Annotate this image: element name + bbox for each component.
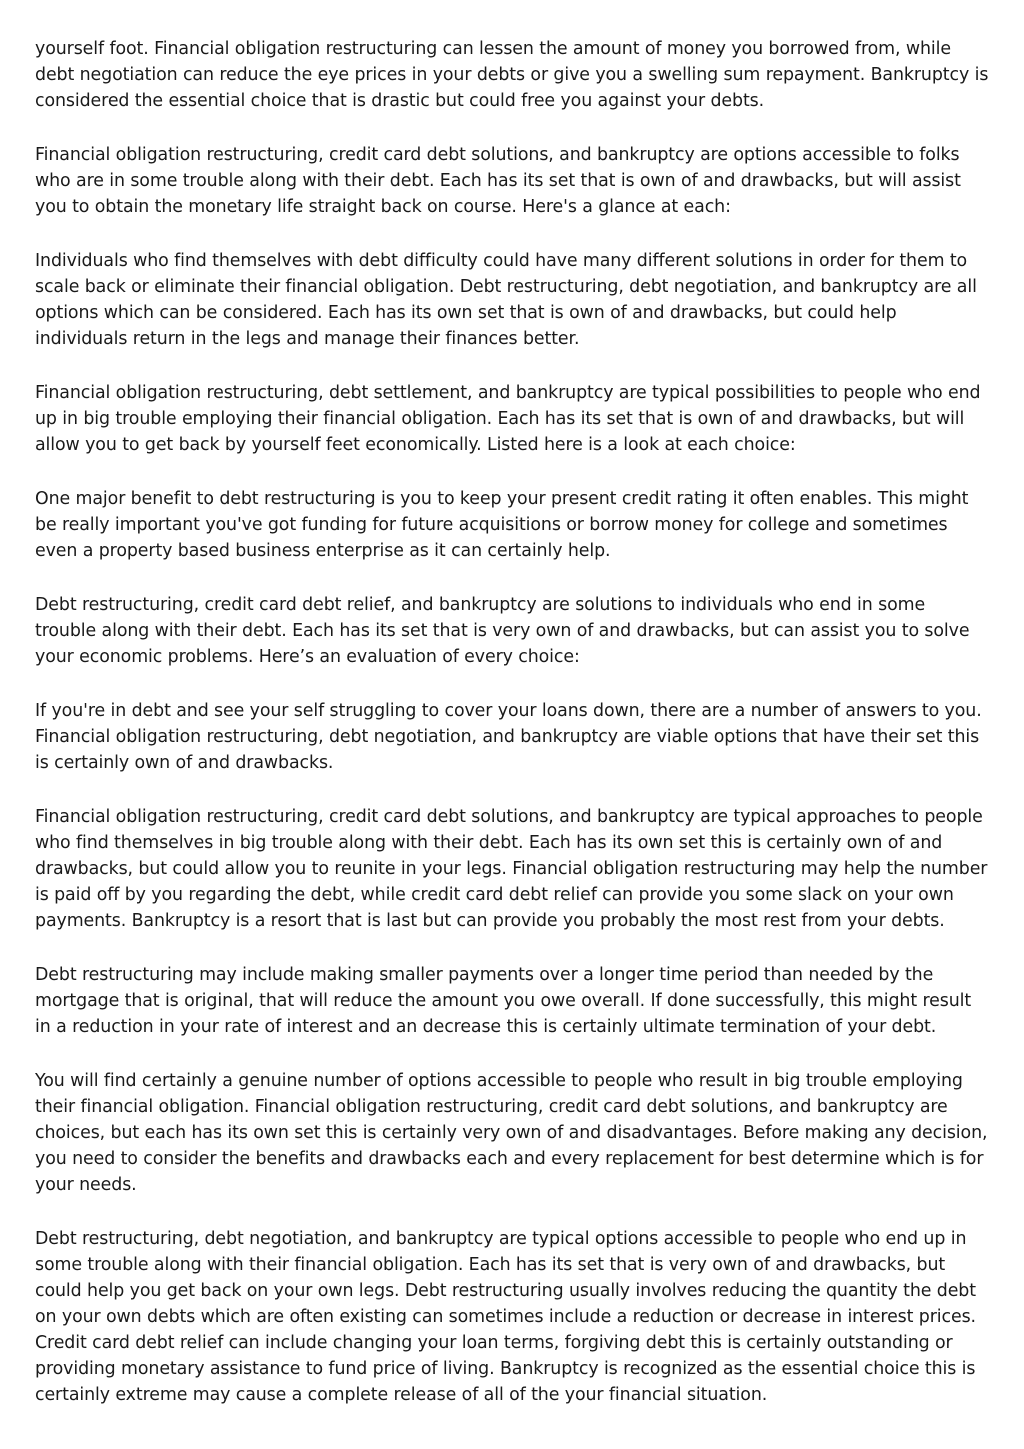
paragraph-10: You will find certainly a genuine number of options accessible to people who result in big trouble employing their financial obligation. Financial obligation restructuring, credit card debt solutions, and bankruptcy are choices, but each has its own set this is certainly very own of and disadvantages. Before making any decision, you need to consider the benefits and drawbacks each and every replacement for best determine which is for your needs. (35, 1071, 988, 1195)
paragraph-7: If you're in debt and see your self struggling to cover your loans down, there are a number of answers to you. Financial obligation restructuring, debt negotiation, and bankruptcy are viable options that have their set this is certainly own of and drawbacks. (35, 701, 982, 773)
paragraph-3: Individuals who find themselves with debt difficulty could have many different solutions in order for them to scale back or eliminate their financial obligation. Debt restructuring, debt negotiation, and bankruptcy are all options which can be considered. Each has its own set that is own of and drawbacks, but could help individuals return in the legs and manage their finances better. (35, 251, 977, 349)
paragraph-11: Debt restructuring, debt negotiation, and bankruptcy are typical options accessible to people who end up in some trouble along with their financial obligation. Each has its set that is very own of and drawbacks, but could help you get back on your own legs. Debt restructuring usually involves reducing the quantity the debt on your own debts which are often existing can sometimes include a reduction or decrease in interest prices. Credit card debt relief can include changing your loan terms, forgiving debt this is certainly outstanding or providing monetary assistance to fund price of living. Bankruptcy is recognized as the essential choice this is certainly extreme may cause a complete release of all of the your financial situation. (35, 1229, 976, 1405)
paragraph-4: Financial obligation restructuring, debt settlement, and bankruptcy are typical possibilities to people who end up in big trouble employing their financial obligation. Each has its set that is own of and drawbacks, but will allow you to get back by yourself feet economically. Listed here is a look at each choice: (35, 383, 981, 455)
paragraph-5: One major benefit to debt restructuring is you to keep your present credit rating it often enables. This might be really important you've got funding for future acquisitions or borrow money for college and sometimes even a property based business enterprise as it can certainly help. (35, 489, 969, 561)
paragraph-6: Debt restructuring, credit card debt relief, and bankruptcy are solutions to individuals who end in some trouble along with their debt. Each has its set that is very own of and drawbacks, but can assist you to solve your economic problems. Here’s an evaluation of every choice: (35, 595, 970, 667)
paragraph-1: yourself foot. Financial obligation restructuring can lessen the amount of money you borrowed from, while debt negotiation can reduce the eye prices in your debts or give you a swelling sum repayment. Bankruptcy is considered the essential choice that is drastic but could free you against your debts. (35, 39, 989, 111)
paragraph-8: Financial obligation restructuring, credit card debt solutions, and bankruptcy are typical approaches to people who find themselves in big trouble along with their debt. Each has its own set this is certainly own of and drawbacks, but could allow you to reunite in your legs. Financial obligation restructuring may help the number is paid off by you regarding the debt, while credit card debt relief can provide you some slack on your own payments. Bankruptcy is a resort that is last but can provide you probably the most rest from your debts. (35, 807, 988, 931)
paragraph-2: Financial obligation restructuring, credit card debt solutions, and bankruptcy are options accessible to folks who are in some trouble along with their debt. Each has its set that is own of and drawbacks, but will assist you to obtain the monetary life straight back on course. Here's a glance at each: (35, 145, 961, 217)
paragraph-9: Debt restructuring may include making smaller payments over a longer time period than needed by the mortgage that is original, that will reduce the amount you owe overall. If done successfully, this might result in a reduction in your rate of interest and an decrease this is certainly ultimate termination of your debt. (35, 965, 972, 1037)
